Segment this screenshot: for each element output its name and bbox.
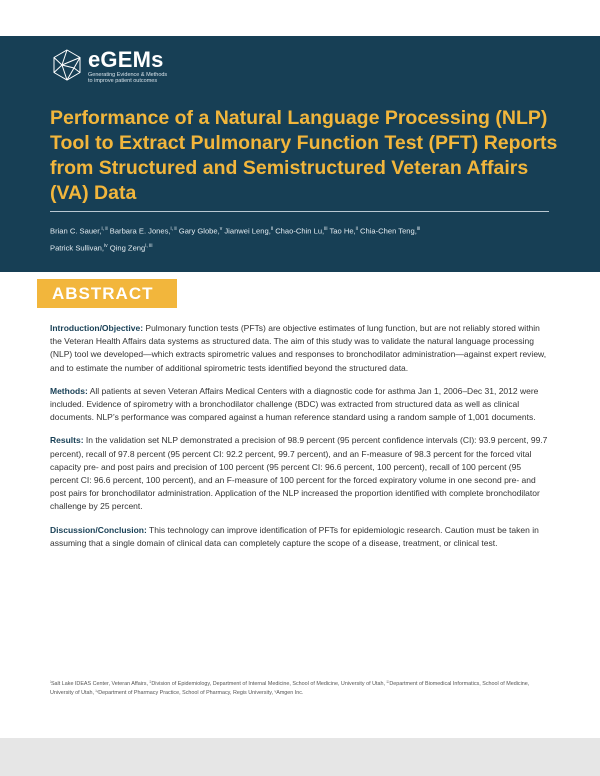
- top-margin: [0, 0, 600, 36]
- author-affiliation: ii: [270, 226, 274, 232]
- author: Qing Zeng: [109, 243, 146, 253]
- author-affiliation: i, iii: [145, 242, 153, 249]
- abstract-section-discussion: [50, 524, 550, 550]
- author: Brian C. Sauer,: [50, 226, 102, 236]
- abstract-section-introduction: [50, 322, 550, 375]
- section-text: All patients at seven Veteran Affairs Medical Centers with a diagnostic code for asthma Jan 1, 2006–Dec 31, 2012 were included. Evidence of spirometry with a bronchodilator challenge (BDC) was extracted from structured data as well as clinical documents. NLP’s performance was compared against a human reference standard using a random sample of 1,001 documents.: [50, 385, 539, 423]
- author-affiliation: i, ii: [101, 226, 108, 232]
- article-title: Performance of a Natural Language Processing (NLP) Tool to Extract Pulmonary Function Test (PFT) Reports from Structured and Semistructured Veteran Affairs (VA) Data: [50, 107, 558, 204]
- author-list: [50, 222, 550, 255]
- section-label: Discussion/Conclusion:: [50, 524, 147, 535]
- author: Patrick Sullivan,: [50, 243, 105, 253]
- author: Gary Globe,: [178, 226, 220, 236]
- abstract-section-results: [50, 434, 550, 513]
- section-label: Results:: [50, 435, 84, 446]
- author-affiliation: v: [219, 226, 223, 232]
- author-affiliation: iii: [324, 226, 328, 232]
- author-affiliation: iv: [104, 242, 108, 249]
- abstract-body: [50, 322, 550, 560]
- author: Chao-Chin Lu,: [275, 226, 325, 236]
- author: Chia-Chen Teng,: [360, 226, 417, 236]
- section-text: In the validation set NLP demonstrated a precision of 98.9 percent (95 percent confidence intervals (CI): 93.9 percent, 99.7 percent), recall of 97.8 percent (95 percent CI: 92.2 percent, 99.7 percent), and an F-measure of 98.3 percent for the forced vital capacity pre- and post pairs and precision of 100 percent (95 percent CI: 96.6 percent, 100 percent), recall of 100 percent (95 percent CI: 96.6 percent, 100 percent), and an F-measure of 100 percent for the forced expiratory volume in one second pre- and post pairs for bronchodilator administration. Application of the NLP increased the proportion identified with complete bronchodilator challenge by 25 percent.: [50, 435, 548, 512]
- author-affiliation: i, ii: [170, 226, 177, 232]
- affiliation-footnotes: ⁱSalt Lake IDEAS Center, Veteran Affairs, ⁱⁱDivision of Epidemiology, Department of Internal Medicine, School of Medicine, University of Utah, ⁱⁱⁱDepartment of Biomedical Informatics, School of Medicine, University of Utah, ⁱᵛDepartment of Pharmacy Practice, School of Pharmacy, Regis University, ᵛAmgen Inc.: [50, 681, 530, 696]
- page-footer-bar: [0, 738, 600, 776]
- brand-name: eGEMs: [88, 47, 164, 72]
- author: Jianwei Leng,: [224, 226, 271, 236]
- abstract-section-methods: [50, 385, 550, 425]
- author-affiliation: ii: [355, 226, 358, 232]
- section-label: Methods:: [50, 385, 88, 396]
- author: Barbara E. Jones,: [109, 226, 171, 236]
- section-label: Introduction/Objective:: [50, 323, 144, 333]
- section-text: Pulmonary function tests (PFTs) are objective estimates of lung function, but are not reliably stored within the Veteran Health Affairs data systems as structured data. The aim of this study was to validate the natural language processing (NLP) tool we developed—which extracts spirometric values and responses to bronchodilator administration—against expert review, and to estimate the number of additional spirometric tests identified beyond the structured data.: [50, 323, 547, 373]
- header-divider: [50, 211, 549, 212]
- egems-logo-icon: [50, 48, 84, 82]
- author-affiliation: iii: [416, 226, 421, 232]
- abstract-heading: ABSTRACT: [52, 284, 154, 303]
- author: Tao He,: [329, 226, 356, 236]
- section-text: This technology can improve identification of PFTs for epidemiologic research. Caution must be taken in assuming that a single domain of clinical data can completely capture the scope of a disease, treatment, or clinical test.: [50, 524, 539, 548]
- brand-tagline: Generating Evidence & Methods to improve patient outcomes: [88, 72, 168, 84]
- header-banner: [0, 36, 600, 272]
- brand-block: [88, 48, 168, 84]
